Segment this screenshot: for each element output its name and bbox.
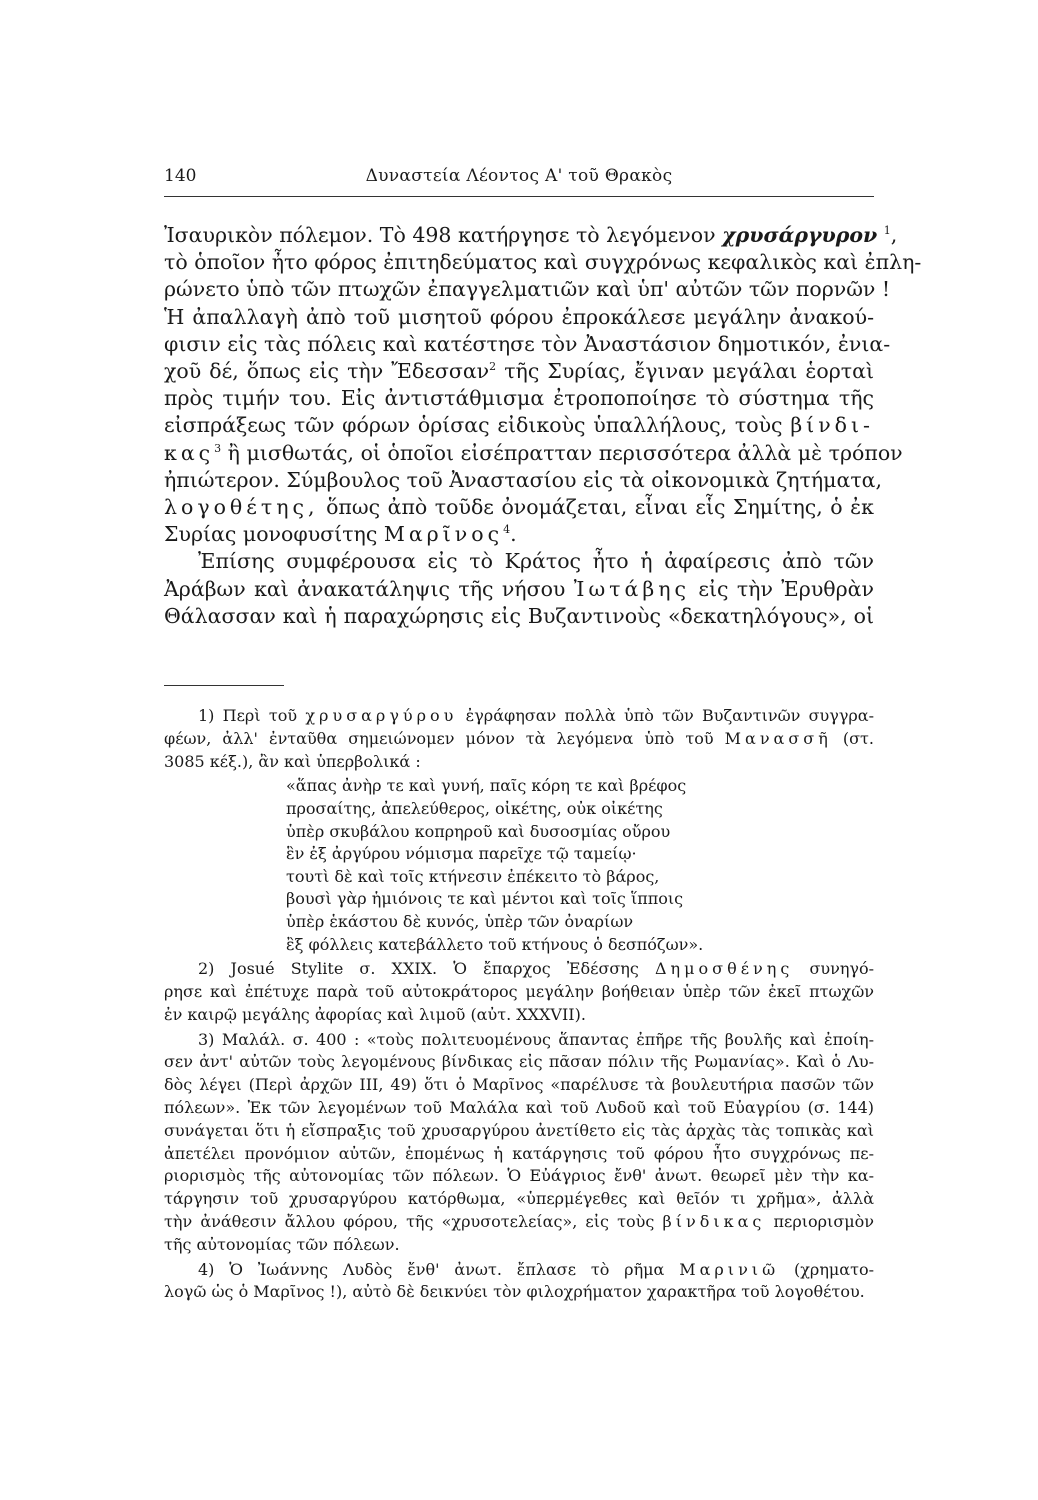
footnote-line: λογῶ ὡς ὁ Μαρῖνος !), αὐτὸ δὲ δεικνύει τὸν φιλοχρήματον χαρακτῆρα τοῦ λογοθέτου. bbox=[164, 1282, 865, 1302]
header-rule bbox=[164, 196, 874, 197]
poem-line: προσαίτης, ἀπελεύθερος, οἰκέτης, οὐκ οἰκέτης bbox=[286, 798, 663, 818]
footnote-line: 2) Josué Stylite σ. XXIX. Ὁ ἔπαρχος Ἐδέσσης Δημοσθένης συνηγό- bbox=[198, 959, 874, 979]
page-number: 140 bbox=[164, 166, 197, 186]
footnote-line: σεν ἀντ' αὐτῶν τοὺς λεγομένους βίνδικας εἰς πᾶσαν πόλιν τῆς Ρωμανίας». Καὶ ὁ Λυ- bbox=[164, 1052, 874, 1072]
poem-line: ὑπὲρ ἑκάστου δὲ κυνός, ὑπὲρ τῶν ὀναρίων bbox=[286, 911, 634, 931]
footnote-rule bbox=[164, 685, 284, 686]
text-line: Ἐπίσης συμφέρουσα εἰς τὸ Κράτος ἦτο ἡ ἀφαίρεσις ἀπὸ τῶν bbox=[198, 549, 874, 574]
footnote-ref[interactable]: 2 bbox=[489, 360, 497, 374]
spaced-term: Μαρινιῶ bbox=[679, 1259, 780, 1279]
footnote-line: δὸς λέγει (Περὶ ἀρχῶν ΙΙΙ, 49) ὅτι ὁ Μαρῖνος «παρέλυσε τὰ βουλευτήρια πασῶν τῶν bbox=[164, 1075, 874, 1095]
footnote-line: ριορισμὸς τῆς αὐτονομίας τῶν πόλεων. Ὁ Εὐάγριος ἔνθ' ἀνωτ. θεωρεῖ μὲν τὴν κα- bbox=[164, 1166, 874, 1186]
spaced-term: βίνδικας bbox=[662, 1211, 766, 1231]
spaced-term: χρυσαργύρου bbox=[305, 706, 458, 725]
text-line: ἠπιώτερον. Σύμβουλος τοῦ Ἀναστασίου εἰς τὰ οἰκονομικὰ ζητήματα, bbox=[164, 467, 883, 492]
footnote-line: 1) Περὶ τοῦ χρυσαργύρου ἐγράφησαν πολλὰ ὑπὸ τῶν Βυζαντινῶν συγγρα- bbox=[198, 706, 874, 725]
text-line: τὸ ὁποῖον ἦτο φόρος ἐπιτηδεύματος καὶ συγχρόνως κεφαλικὸς καὶ ἐπλη- bbox=[164, 250, 922, 275]
text-line: Ἡ ἀπαλλαγὴ ἀπὸ τοῦ μισητοῦ φόρου ἐπροκάλεσε μεγάλην ἀνακού- bbox=[164, 304, 874, 329]
emphasis-term: χρυσάργυρον bbox=[722, 223, 878, 247]
footnote-line: ἀπετέλει προνόμιον αὐτῶν, ἑπομένως ἡ κατάργησις τοῦ φόρου ἦτο συγχρόνως πε- bbox=[164, 1143, 874, 1163]
footnote-line: 3) Μαλάλ. σ. 400 : «τοὺς πολιτευομένους ἅπαντας ἐπῆρε τῆς βουλῆς καὶ ἐποίη- bbox=[198, 1029, 874, 1049]
footnote-line: πόλεων». Ἐκ τῶν λεγομένων τοῦ Μαλάλα καὶ τοῦ Λυδοῦ καὶ τοῦ Εὐαγρίου (σ. 144) bbox=[164, 1097, 874, 1117]
text-line: Συρίας μονοφυσίτης Μαρῖνος$^4$. bbox=[164, 522, 517, 547]
footnote-ref[interactable]: 3 bbox=[214, 441, 222, 455]
footnote-line: τάργησιν τοῦ χρυσαργύρου κατόρθωμα, «ὑπερμέγεθες καὶ θεῖόν τι χρῆμα», ἀλλὰ bbox=[164, 1189, 874, 1209]
footnote-line: τῆς αὐτονομίας τῶν πόλεων. bbox=[164, 1234, 400, 1254]
poem-line: τουτὶ δὲ καὶ τοῖς κτήνεσιν ἐπέκειτο τὸ βάρος, bbox=[286, 866, 660, 886]
text-line: Ἀράβων καὶ ἀνακατάληψις τῆς νήσου Ἰωτάβης εἰς τὴν Ἐρυθρὰν bbox=[164, 576, 874, 601]
poem-line: ὑπὲρ σκυβάλου κοπρηροῦ καὶ δυσοσμίας οὔρου bbox=[286, 821, 671, 841]
spaced-term: λογοθέτης, bbox=[164, 495, 319, 520]
footnote-line: 4) Ὁ Ἰωάννης Λυδὸς ἔνθ' ἀνωτ. ἔπλασε τὸ ρῆμα Μαρινιῶ (χρηματο- bbox=[198, 1259, 874, 1279]
text-line: πρὸς τιμήν του. Εἰς ἀντιστάθμισμα ἐτροποποίησε τὸ σύστημα τῆς bbox=[164, 386, 874, 411]
poem-line: «ἅπας ἀνὴρ τε καὶ γυνή, παῖς κόρη τε καὶ βρέφος bbox=[286, 776, 687, 796]
text-line: κας$^3$ ἢ μισθωτάς, οἱ ὁποῖοι εἰσέπρατταν περισσότερα ἀλλὰ μὲ τρόπον bbox=[164, 440, 903, 465]
footnote-line: συνάγεται ὅτι ἡ εἴσπραξις τοῦ χρυσαργύρου ἀνετίθετο εἰς τὰς ἀρχὰς τὰς τοπικὰς καὶ bbox=[164, 1120, 874, 1140]
footnote-line: τὴν ἀνάθεσιν ἄλλου φόρου, τῆς «χρυσοτελείας», εἰς τοὺς βίνδικας περιορισμὸν bbox=[164, 1211, 874, 1231]
footnote-line: 3085 κέξ.), ἂν καὶ ὑπερβολικά : bbox=[164, 751, 421, 771]
footnote-line: φέων, ἀλλ' ἐνταῦθα σημειώνομεν μόνον τὰ λεγόμενα ὑπὸ τοῦ Μανασσῆ (στ. bbox=[164, 728, 874, 748]
main-text bbox=[164, 222, 922, 630]
spaced-term: κας bbox=[164, 440, 215, 465]
footnotes bbox=[164, 705, 874, 1304]
footnote-ref[interactable]: 1 bbox=[883, 224, 891, 237]
text-line: Θάλασσαν καὶ ἡ παραχώρησις εἰς Βυζαντινοὺς «δεκατηλόγους», οἱ bbox=[164, 603, 874, 628]
spaced-term: βίνδι- bbox=[790, 413, 874, 438]
spaced-term: Δημοσθένης bbox=[655, 959, 794, 979]
text-line: εἰσπράξεως τῶν φόρων ὁρίσας εἰδικοὺς ὑπαλλήλους, τοὺς βίνδι- bbox=[164, 413, 874, 438]
poem-line: ἓν ἐξ ἀργύρου νόμισμα παρεῖχε τῷ ταμείῳ· bbox=[286, 844, 637, 864]
text-line: Ἰσαυρικὸν πόλεμον. Τὸ 498 κατήργησε τὸ λεγόμενον χρυσάργυρον $^1$, bbox=[164, 223, 898, 247]
spaced-term: Μαρῖνος bbox=[383, 522, 504, 547]
quoted-poem bbox=[164, 775, 874, 956]
text-line: ρώνετο ὑπὸ τῶν πτωχῶν ἐπαγγελματιῶν καὶ ὑπ' αὐτῶν τῶν πορνῶν ! bbox=[164, 277, 891, 302]
running-title: Δυναστεία Λέοντος Α' τοῦ Θρακὸς bbox=[365, 166, 673, 186]
text-line: φισιν εἰς τὰς πόλεις καὶ κατέστησε τὸν Ἀναστάσιον δημοτικόν, ἐνια- bbox=[164, 331, 891, 356]
spaced-term: Μανασσῆ bbox=[724, 728, 832, 748]
footnote-line: ρησε καὶ ἐπέτυχε παρὰ τοῦ αὐτοκράτορος μεγάλην βοήθειαν ὑπὲρ τῶν ἐκεῖ πτωχῶν bbox=[164, 981, 874, 1001]
text-line: λογοθέτης, ὅπως ἀπὸ τοῦδε ὀνομάζεται, εἶναι εἷς Σημίτης, ὁ ἐκ bbox=[164, 495, 874, 520]
spaced-term: Ἰωτάβης bbox=[573, 576, 690, 601]
footnote-line: ἐν καιρῷ μεγάλης ἀφορίας καὶ λιμοῦ (αὐτ. XXXVII). bbox=[164, 1004, 586, 1024]
text-line: χοῦ δέ, ὅπως εἰς τὴν Ἔδεσσαν$^2$ τῆς Συρίας, ἔγιναν μεγάλαι ἑορταὶ bbox=[164, 359, 874, 384]
poem-line: ἒξ φόλλεις κατεβάλλετο τοῦ κτήνους ὁ δεσπόζων». bbox=[286, 934, 704, 954]
poem-line: βουσὶ γὰρ ἡμιόνοις τε καὶ μέντοι καὶ τοῖς ἵπποις bbox=[286, 889, 684, 909]
footnote-ref[interactable]: 4 bbox=[503, 523, 511, 537]
